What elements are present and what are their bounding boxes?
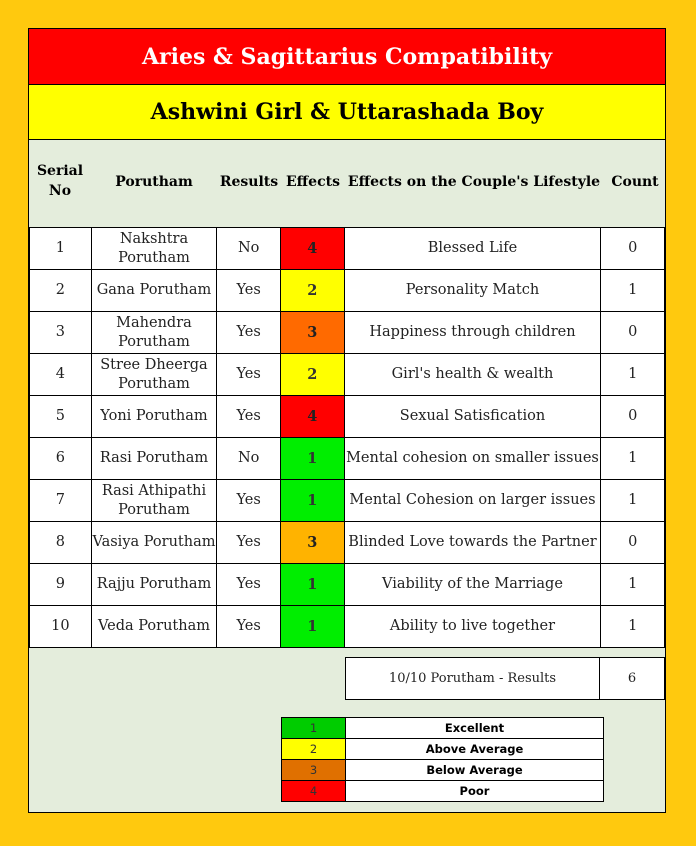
row-lifestyle: Viability of the Marriage — [344, 564, 601, 606]
row-porutham: Rasi Porutham — [91, 438, 217, 480]
row-result: Yes — [217, 606, 281, 648]
legend — [281, 717, 604, 802]
row-count: 1 — [601, 438, 665, 480]
row-serial: 6 — [30, 438, 92, 480]
row-porutham: Nakshtra Porutham — [91, 228, 217, 270]
row-count: 0 — [601, 228, 665, 270]
row-lifestyle: Blessed Life — [344, 228, 601, 270]
row-effect: 1 — [281, 480, 345, 522]
legend-label: Above Average — [346, 739, 604, 760]
header-porutham: Porutham — [115, 174, 193, 190]
row-serial: 9 — [30, 564, 92, 606]
legend-label: Poor — [346, 781, 604, 802]
summary-label: 10/10 Porutham - Results — [346, 658, 600, 700]
table-row — [30, 228, 665, 270]
summary-total: 6 — [600, 658, 665, 700]
table-row — [30, 606, 665, 648]
table-row — [30, 396, 665, 438]
row-count: 1 — [601, 354, 665, 396]
row-porutham: Stree Dheerga Porutham — [91, 354, 217, 396]
row-result: Yes — [217, 522, 281, 564]
row-effect: 4 — [281, 228, 345, 270]
summary-table — [345, 657, 665, 700]
header-results: Results — [219, 174, 279, 190]
row-count: 1 — [601, 480, 665, 522]
legend-row — [282, 760, 604, 781]
row-result: Yes — [217, 312, 281, 354]
row-serial: 4 — [30, 354, 92, 396]
page-subtitle: Ashwini Girl & Uttarashada Boy — [29, 85, 665, 140]
row-effect: 4 — [281, 396, 345, 438]
row-lifestyle: Happiness through children — [344, 312, 601, 354]
row-serial: 7 — [30, 480, 92, 522]
legend-swatch: 4 — [282, 781, 346, 802]
row-serial: 1 — [30, 228, 92, 270]
legend-swatch: 1 — [282, 718, 346, 739]
row-count: 1 — [601, 606, 665, 648]
row-serial: 5 — [30, 396, 92, 438]
header-serial: Serial No — [36, 163, 84, 199]
page-title: Aries & Sagittarius Compatibility — [29, 29, 665, 85]
row-porutham: Mahendra Porutham — [91, 312, 217, 354]
row-serial: 3 — [30, 312, 92, 354]
header-effects: Effects — [286, 174, 340, 190]
row-porutham: Rajju Porutham — [91, 564, 217, 606]
row-lifestyle: Mental cohesion on smaller issues — [344, 438, 601, 480]
table-row — [30, 480, 665, 522]
row-result: Yes — [217, 564, 281, 606]
row-result: Yes — [217, 270, 281, 312]
row-effect: 2 — [281, 354, 345, 396]
row-count: 0 — [601, 312, 665, 354]
row-porutham: Yoni Porutham — [91, 396, 217, 438]
table-row — [30, 564, 665, 606]
row-serial: 10 — [30, 606, 92, 648]
row-count: 1 — [601, 564, 665, 606]
row-serial: 2 — [30, 270, 92, 312]
row-count: 1 — [601, 270, 665, 312]
row-count: 0 — [601, 522, 665, 564]
row-effect: 1 — [281, 606, 345, 648]
row-effect: 3 — [281, 522, 345, 564]
row-porutham: Rasi Athipathi Porutham — [91, 480, 217, 522]
table-row — [30, 438, 665, 480]
row-result: Yes — [217, 354, 281, 396]
compatibility-sheet — [28, 28, 666, 813]
table-row — [30, 522, 665, 564]
legend-swatch: 3 — [282, 760, 346, 781]
row-result: No — [217, 228, 281, 270]
legend-row — [282, 781, 604, 802]
row-effect: 1 — [281, 438, 345, 480]
row-lifestyle: Blinded Love towards the Partner — [344, 522, 601, 564]
row-effect: 3 — [281, 312, 345, 354]
row-count: 0 — [601, 396, 665, 438]
table-row — [30, 312, 665, 354]
row-lifestyle: Girl's health & wealth — [344, 354, 601, 396]
table-row — [30, 270, 665, 312]
row-porutham: Veda Porutham — [91, 606, 217, 648]
row-result: Yes — [217, 396, 281, 438]
row-lifestyle: Personality Match — [344, 270, 601, 312]
row-effect: 1 — [281, 564, 345, 606]
legend-label: Below Average — [346, 760, 604, 781]
row-result: Yes — [217, 480, 281, 522]
legend-label: Excellent — [346, 718, 604, 739]
legend-row — [282, 739, 604, 760]
table-row — [30, 354, 665, 396]
row-result: No — [217, 438, 281, 480]
row-porutham: Vasiya Porutham — [91, 522, 217, 564]
header-count: Count — [611, 174, 659, 190]
legend-swatch: 2 — [282, 739, 346, 760]
row-lifestyle: Mental Cohesion on larger issues — [344, 480, 601, 522]
row-porutham: Gana Porutham — [91, 270, 217, 312]
header-lifestyle: Effects on the Couple's Lifestyle — [347, 174, 601, 190]
row-effect: 2 — [281, 270, 345, 312]
row-lifestyle: Sexual Satisfication — [344, 396, 601, 438]
row-serial: 8 — [30, 522, 92, 564]
legend-row — [282, 718, 604, 739]
porutham-table — [29, 227, 665, 648]
row-lifestyle: Ability to live together — [344, 606, 601, 648]
